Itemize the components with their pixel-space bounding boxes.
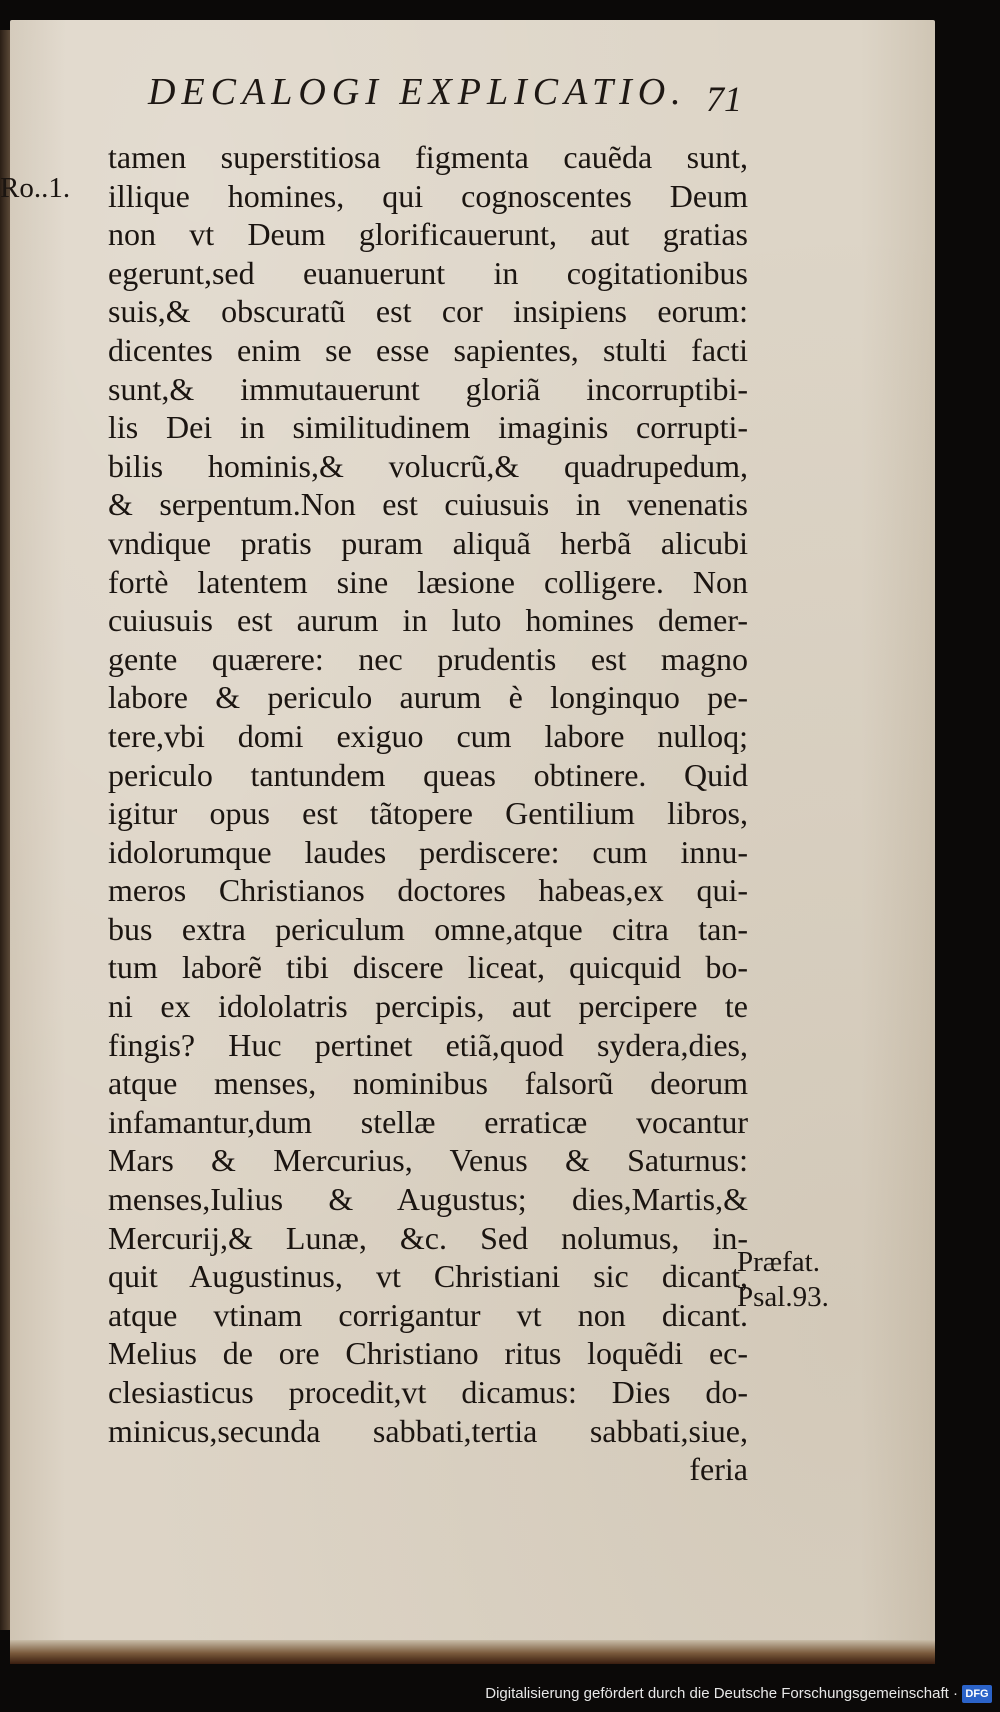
footer-bar xyxy=(0,1672,1000,1712)
text-line: dicentes enim se esse sapientes, stulti facti xyxy=(108,331,748,368)
text-line: tamen superstitiosa figmenta cauẽda sunt, xyxy=(108,139,748,175)
margin-note-romans: Ro..1. xyxy=(0,172,71,204)
text-line: vndique pratis puram aliquã herbã alicubi xyxy=(108,524,748,561)
text-line: infamantur,dum stellæ erraticæ vocantur xyxy=(108,1103,748,1140)
page-bottom-edge xyxy=(10,1640,935,1664)
text-line: labore & periculo aurum è longinquo pe- xyxy=(108,679,748,716)
page-number: 71 xyxy=(706,79,742,119)
text-line: tere,vbi domi exiguo cum labore nulloq; xyxy=(108,717,748,754)
text-line: suis,& obscuratũ est cor insipiens eorum: xyxy=(108,293,748,330)
body-text xyxy=(108,138,748,1489)
text-line: clesiasticus procedit,vt dicamus: Dies do- xyxy=(108,1374,748,1410)
text-line: non vt Deum glorificauerunt, aut gratias xyxy=(108,216,748,253)
text-line: atque menses, nominibus falsorũ deorum xyxy=(108,1065,748,1102)
text-line: Mercurij,& Lunæ, &c. Sed nolumus, in- xyxy=(108,1219,748,1256)
text-line: menses,Iulius & Augustus; dies,Martis,& xyxy=(108,1181,748,1218)
text-line: ni ex idololatris percipis, aut percipere te xyxy=(108,988,748,1025)
text-line: meros Christianos doctores habeas,ex qui- xyxy=(108,872,748,909)
text-line: minicus,secunda sabbati,tertia sabbati,siue, xyxy=(108,1412,748,1449)
text-line: egerunt,sed euanuerunt in cogitationibus xyxy=(108,254,748,291)
running-head: DECALOGI EXPLICATIO. xyxy=(148,71,687,113)
text-line: atque vtinam corrigantur vt non dicant. xyxy=(108,1296,748,1333)
text-line: fortè latentem sine læsione colligere. Non xyxy=(108,563,748,600)
text-line: Mars & Mercurius, Venus & Saturnus: xyxy=(108,1142,748,1179)
text-line: periculo tantundem queas obtinere. Quid xyxy=(108,756,748,793)
text-line: quit Augustinus, vt Christiani sic dicant, xyxy=(108,1258,748,1295)
text-line: fingis? Huc pertinet etiã,quod sydera,dies, xyxy=(108,1026,748,1063)
catchword-line: feria xyxy=(689,1451,748,1488)
text-line: cuiusuis est aurum in luto homines demer- xyxy=(108,602,748,639)
text-line: & serpentum.Non est cuiusuis in venenatis xyxy=(108,486,748,523)
book-edge xyxy=(0,30,10,1630)
dfg-logo: DFG xyxy=(962,1685,992,1703)
text-line: bus extra periculum omne,atque citra tan- xyxy=(108,910,748,947)
text-line: tum laborẽ tibi discere liceat, quicquid bo- xyxy=(108,949,748,986)
digitization-credit: Digitalisierung gefördert durch die Deutsche Forschungsgemeinschaft · xyxy=(485,1685,958,1702)
text-line: Melius de ore Christiano ritus loquẽdi ec- xyxy=(108,1335,748,1372)
text-line: bilis hominis,& volucrũ,& quadrupedum, xyxy=(108,447,748,484)
text-line: illique homines, qui cognoscentes Deum xyxy=(108,177,748,214)
text-line: gente quærere: nec prudentis est magno xyxy=(108,640,748,677)
text-line: sunt,& immutauerunt gloriã incorruptibi- xyxy=(108,370,748,407)
text-line: igitur opus est tãtopere Gentilium libros, xyxy=(108,795,748,832)
margin-note-praefat: Præfat. xyxy=(737,1246,820,1278)
text-line: lis Dei in similitudinem imaginis corrupti- xyxy=(108,409,748,446)
text-line: idolorumque laudes perdiscere: cum innu- xyxy=(108,833,748,870)
margin-note-psalm: Psal.93. xyxy=(737,1281,829,1313)
